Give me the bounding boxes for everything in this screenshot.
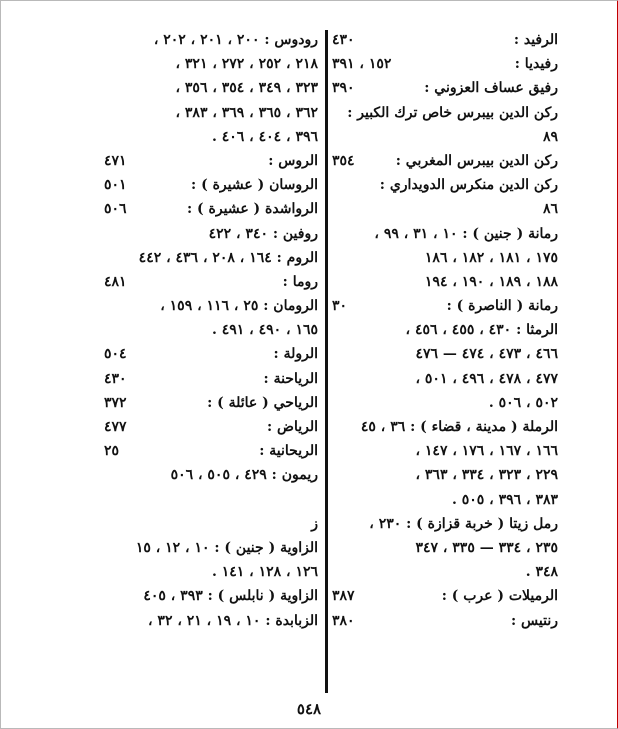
index-entry-line <box>332 28 558 52</box>
index-entry-text: روما : <box>282 273 318 290</box>
index-entry-text: ٢٣٥ ، ٣٣٤ — ٣٣٥ ، ٣٤٧ <box>415 539 558 556</box>
index-entry-text: ريمون : ٤٢٩ ، ٥٠٥ ، ٥٠٦ <box>170 467 318 484</box>
index-entry-line <box>104 125 318 149</box>
index-entry-text: ٤٦٦ ، ٤٧٣ ، ٤٧٤ — ٤٧٦ <box>415 346 558 363</box>
index-column-left <box>104 28 318 633</box>
index-entry-line <box>104 294 318 318</box>
index-entry-line <box>332 246 558 270</box>
index-entry-text: ١٦٥ ، ٤٩٠ ، ٤٩١ . <box>212 322 318 339</box>
index-entry-text: ٨٦ <box>542 201 558 218</box>
index-entry-line <box>332 367 558 391</box>
index-entry-text: الزاوية ( نابلس ) : ٣٩٣ ، ٤٠٥ <box>143 588 318 605</box>
index-entry-text: الرولة : <box>273 346 318 363</box>
index-entry-line <box>104 463 318 487</box>
index-entry-line <box>104 415 318 439</box>
index-entry-line <box>332 439 558 463</box>
index-entry-text: رفيق عساف العزوني : <box>424 80 558 97</box>
index-entry-line <box>332 270 558 294</box>
index-entry-line <box>332 125 558 149</box>
index-entry-text: الرومان : ٢٥ ، ١١٦ ، ١٥٩ ، <box>160 298 318 315</box>
index-entry-text: الرواشدة ( عشيرة ) : <box>187 201 318 218</box>
index-entry-text: ٤٧٧ ، ٤٧٨ ، ٤٩٦ ، ٥٠١ ، <box>415 370 558 387</box>
index-entry-line <box>104 52 318 76</box>
index-entry-page-ref: ٢٥ <box>104 443 120 460</box>
index-entry-line <box>104 149 318 173</box>
index-entry-page-ref: ٤٣٠ <box>332 32 355 48</box>
index-entry-text: الرملة ( مدينة ، قضاء ) : ٣٦ ، ٤٥ <box>360 419 558 435</box>
index-entry-text: ركن الدين منكرس الدويداري : <box>379 177 558 194</box>
index-entry-line <box>104 391 318 415</box>
index-entry-page-ref: ٣٨٧ <box>332 588 355 605</box>
index-entry-line <box>332 342 558 366</box>
index-entry-line <box>104 488 318 512</box>
index-entry-text: ١٨٨ ، ١٨٩ ، ١٩٠ ، ١٩٤ <box>424 273 558 290</box>
index-entry-page-ref: ٤٨١ <box>104 273 127 290</box>
index-entry-text: رودوس : ٢٠٠ ، ٢٠١ ، ٢٠٢ ، <box>153 32 318 48</box>
index-entry-text: ٣٩٦ ، ٤٠٤ ، ٤٠٦ . <box>212 128 318 145</box>
index-entry-line <box>332 391 558 415</box>
index-entry-text: ٣٨٣ ، ٣٩٦ ، ٥٠٥ . <box>452 491 558 508</box>
index-entry-line <box>104 609 318 633</box>
index-entry-line <box>104 76 318 100</box>
index-entry-line <box>332 512 558 536</box>
index-entry-text: ز <box>311 515 318 532</box>
index-entry-line <box>104 101 318 125</box>
index-entry-page-ref: ٤٧٧ <box>104 419 127 435</box>
index-entry-line <box>332 52 558 76</box>
index-entry-page-ref: ٣٠ <box>332 298 348 315</box>
index-entry-text: ١٧٥ ، ١٨١ ، ١٨٢ ، ١٨٦ <box>424 249 558 266</box>
index-entry-line <box>104 270 318 294</box>
index-entry-text: الرياحي ( عائلة ) : <box>207 394 318 411</box>
column-divider <box>325 30 328 693</box>
index-entry-line <box>332 101 558 125</box>
index-entry-line <box>104 318 318 342</box>
index-entry-text: الرمثا : ٤٣٠ ، ٤٥٥ ، ٤٥٦ ، <box>405 322 558 339</box>
index-column-right <box>332 28 558 633</box>
index-entry-text: الرياحنة : <box>263 370 318 387</box>
index-entry-text: الروسان ( عشيرة ) : <box>191 177 318 194</box>
index-entry-line <box>104 584 318 608</box>
index-entry-text: رمانة ( الناصرة ) : <box>446 298 558 315</box>
index-entry-text: رنتيس : <box>511 612 558 629</box>
index-entry-line <box>332 76 558 100</box>
index-entry-page-ref: ٤٣٠ <box>104 370 127 387</box>
index-entry-text: الروم : ١٦٤ ، ٢٠٨ ، ٤٣٦ ، ٤٤٢ <box>138 249 318 266</box>
index-entry-line <box>332 318 558 342</box>
index-entry-text: الرفيد : <box>513 32 558 48</box>
index-entry-text: الروس : <box>268 152 318 169</box>
index-entry-line <box>332 173 558 197</box>
index-entry-text: الريحانية : <box>259 443 318 460</box>
index-entry-text: ٣٢٣ ، ٣٤٩ ، ٣٥٤ ، ٣٥٦ ، <box>175 80 318 97</box>
index-entry-text: ركن الدين بيبرس خاص ترك الكبير : <box>347 104 558 121</box>
index-entry-page-ref: ٣٨٠ <box>332 612 355 629</box>
index-entry-text: ركن الدين بيبرس المغربي : <box>395 152 558 169</box>
index-entry-page-ref: ٣٩٠ <box>332 80 355 97</box>
index-entry-line <box>104 439 318 463</box>
index-entry-text: الزاوية ( جنين ) : ١٠ ، ١٢ ، ١٥ <box>135 539 318 556</box>
index-entry-line <box>332 560 558 584</box>
page-number: ٥٤٨ <box>296 700 322 718</box>
index-entry-page-ref: ٥٠٤ <box>104 346 127 363</box>
index-entry-text: رفيديا : <box>514 56 558 73</box>
index-entry-text: ٢٢٩ ، ٣٢٣ ، ٣٣٤ ، ٣٦٣ ، <box>415 467 558 484</box>
index-entry-line <box>104 536 318 560</box>
index-entry-page-ref: ٣٧٢ <box>104 394 127 411</box>
index-entry-text: الزبابدة : ١٠ ، ١٩ ، ٢١ ، ٣٢ ، <box>148 612 318 629</box>
index-entry-page-ref: ٥٠٦ <box>104 201 127 218</box>
index-entry-line <box>104 342 318 366</box>
index-entry-line <box>104 367 318 391</box>
index-entry-text: ١٢٦ ، ١٢٨ ، ١٤١ . <box>212 564 318 581</box>
index-entry-text: الرميلات ( عرب ) : <box>441 588 558 605</box>
index-entry-text: ٨٩ <box>542 128 558 145</box>
index-entry-text: رمانة ( جنين ) : ١٠ ، ٣١ ، ٩٩ ، <box>374 225 558 242</box>
index-entry-text: رمل زيتا ( خربة قزازة ) : ٢٣٠ ، <box>369 515 558 532</box>
index-entry-line <box>332 415 558 439</box>
index-entry-text: الرياض : <box>266 419 318 435</box>
index-entry-page-ref: ٥٠١ <box>104 177 127 194</box>
index-entry-line <box>332 609 558 633</box>
index-entry-line <box>332 488 558 512</box>
index-entry-line <box>332 463 558 487</box>
index-entry-line <box>104 512 318 536</box>
index-entry-line <box>332 197 558 221</box>
index-entry-text: ٣٦٢ ، ٣٦٥ ، ٣٦٩ ، ٣٨٣ ، <box>175 104 318 121</box>
index-entry-line <box>332 294 558 318</box>
index-entry-line <box>104 222 318 246</box>
index-entry-text: روفين : ٣٤٠ ، ٤٢٢ <box>208 225 318 242</box>
index-entry-page-ref: ٤٧١ <box>104 152 127 169</box>
index-entry-page-ref: ٣٥٤ <box>332 152 355 169</box>
index-entry-text: ٥٠٢ ، ٥٠٦ . <box>488 394 558 411</box>
index-entry-line <box>104 173 318 197</box>
index-entry-line <box>332 536 558 560</box>
index-entry-page-ref: ١٥٢ ، ٣٩١ <box>332 56 392 73</box>
index-entry-line <box>104 560 318 584</box>
index-entry-line <box>104 28 318 52</box>
index-entry-text: ٣٤٨ . <box>525 564 558 581</box>
index-entry-line <box>104 246 318 270</box>
index-entry-line <box>104 197 318 221</box>
index-entry-line <box>332 149 558 173</box>
index-entry-line <box>332 222 558 246</box>
index-entry-text: ١٦٦ ، ١٦٧ ، ١٧٦ ، ١٤٧ ، <box>415 443 558 460</box>
index-entry-text: ٢١٨ ، ٢٥٢ ، ٢٧٢ ، ٣٢١ ، <box>175 56 318 73</box>
index-entry-line <box>332 584 558 608</box>
